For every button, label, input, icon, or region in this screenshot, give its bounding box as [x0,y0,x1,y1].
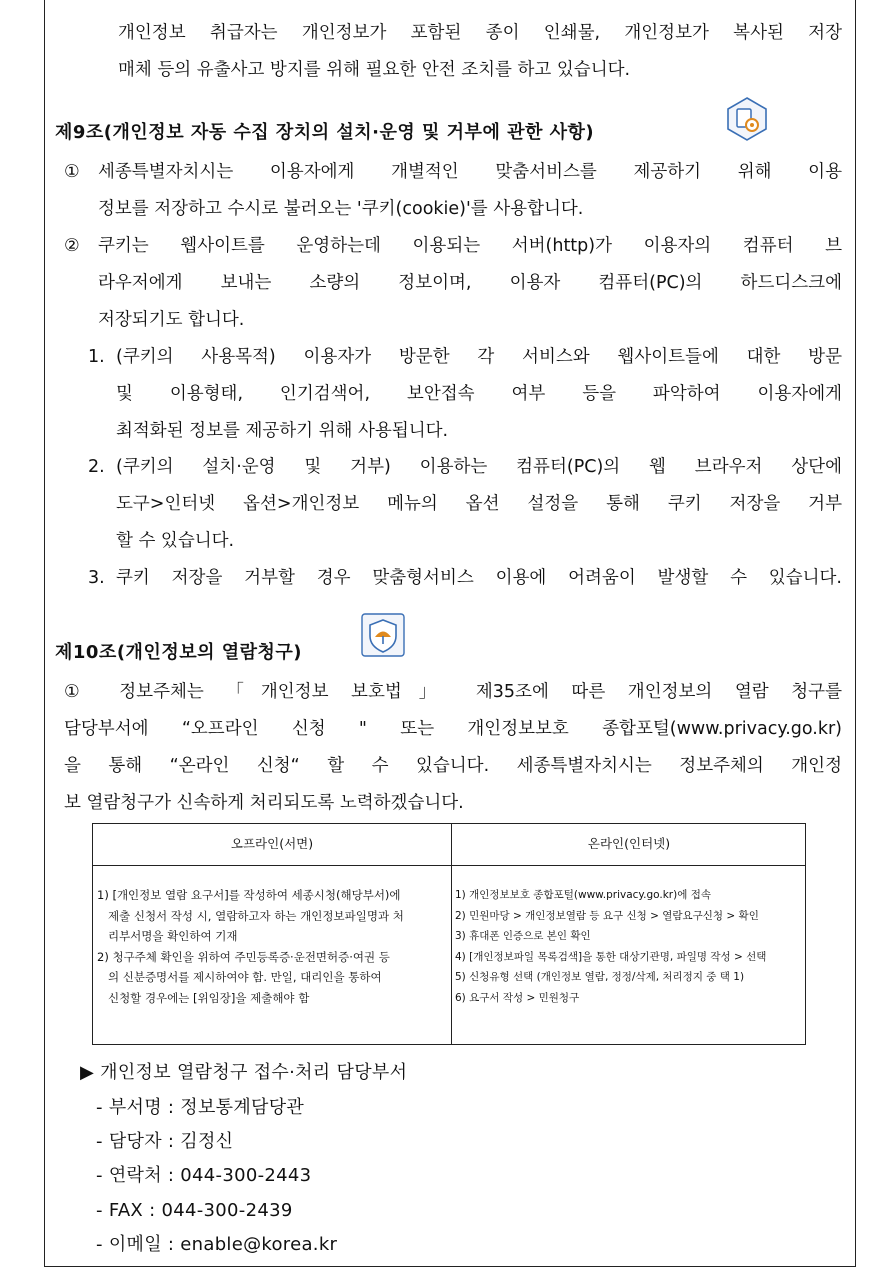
gear-document-icon [724,96,770,142]
article9-sub3-marker: 3. [88,568,105,588]
article10-item1: ① 정보주체는 「개인정보 보호법」 제35조에 따른 개인정보의 열람 청구를 담당부서에 “오프라인 신청 " 또는 개인정보보호 종합포털(www.privacy.go.kr) 을 통해 “온라인 신청“ 할 수 있습니다. 세종특별자치시는 정보주체의 개인정 보 열람청구가 신속하게 처리되도록 노력하겠습니다. [64,682,842,813]
article9-item1-marker: ① [64,162,80,182]
intro-line: 매체 등의 유출사고 방지를 위해 필요한 안전 조치를 하고 있습니다. [118,60,631,80]
shield-umbrella-icon [360,612,406,658]
article9-item2: 쿠키는 웹사이트를 운영하는데 이용되는 서버(http)가 이용자의 컴퓨터 브 라우저에게 보내는 소량의 정보이며, 이용자 컴퓨터(PC)의 하드디스크에 저장되기도 합니다. [98,236,842,330]
table-column-divider [451,824,452,1044]
article9-sub2: (쿠키의 설치·운영 및 거부) 이용하는 컴퓨터(PC)의 웹 브라우저 상단에 도구>인터넷 옵션>개인정보 메뉴의 옵션 설정을 통해 쿠키 저장을 거부 할 수 있습니다. [116,457,842,551]
table-header-online: 온라인(인터넷) [587,836,671,851]
intro-paragraph [118,15,842,89]
article9-sub2-marker: 2. [88,457,105,477]
article10-title: 제10조(개인정보의 열람청구) [55,642,303,663]
table-cell-online: 1) 개인정보보호 종합포털(www.privacy.go.kr)에 접속 2) 민원마당 > 개인정보열람 등 요구 신청 > 열람요구신청 > 확인 3) 휴대폰 인증으로 본인 확인 4) [개인정보파일 목록검색]을 통한 대상기관명, 파일명 작성 > 선택 5) 신청유형 선택 (개인정보 열람, 정정/삭제, 처리정지 중 택 1) 6) 요구서 작성 > 민원청구 [455,889,767,1004]
contact-fax: - FAX : 044-300-2439 [96,1200,293,1221]
table-header-divider [93,865,805,866]
contact-heading: ▶ 개인정보 열람청구 접수·처리 담당부서 [80,1062,408,1083]
table-cell-offline: 1) [개인정보 열람 요구서]를 작성하여 세종시청(해당부서)에 제출 신청서 작성 시, 열람하고자 하는 개인정보파일명과 처 리부서명을 확인하여 기재 2) 청구주체 확인을 위하여 주민등록증·운전면허증·여권 등 의 신분증명서를 제시하여야 함. 만일, 대리인을 통하여 신청할 경우에는 [위임장]을 제출해야 함 [97,888,404,1005]
article9-item1: 세종특별자치시는 이용자에게 개별적인 맞춤서비스를 제공하기 위해 이용 정보를 저장하고 수시로 불러오는 '쿠키(cookie)'를 사용합니다. [98,162,842,219]
contact-phone: - 연락처 : 044-300-2443 [96,1165,312,1186]
article9-sub1-marker: 1. [88,347,105,367]
table-header-offline: 오프라인(서면) [230,836,314,851]
article9-sub3: 쿠키 저장을 거부할 경우 맞춤형서비스 이용에 어려움이 발생할 수 있습니다. [116,568,842,588]
contact-person: - 담당자 : 김정신 [96,1131,234,1152]
intro-line: 개인정보 취급자는 개인정보가 포함된 종이 인쇄물, 개인정보가 복사된 저장 [118,23,842,43]
request-method-table [92,823,806,1045]
contact-dept: - 부서명 : 정보통계담당관 [96,1097,305,1118]
contact-email[interactable]: - 이메일 : enable@korea.kr [96,1234,338,1255]
article9-item2-marker: ② [64,236,80,256]
article9-sub1: (쿠키의 사용목적) 이용자가 방문한 각 서비스와 웹사이트들에 대한 방문 및 이용형태, 인기검색어, 보안접속 여부 등을 파악하여 이용자에게 최적화된 정보를 제공하기 위해 사용됩니다. [116,347,842,441]
article9-title: 제9조(개인정보 자동 수집 장치의 설치·운영 및 거부에 관한 사항) [55,122,595,143]
